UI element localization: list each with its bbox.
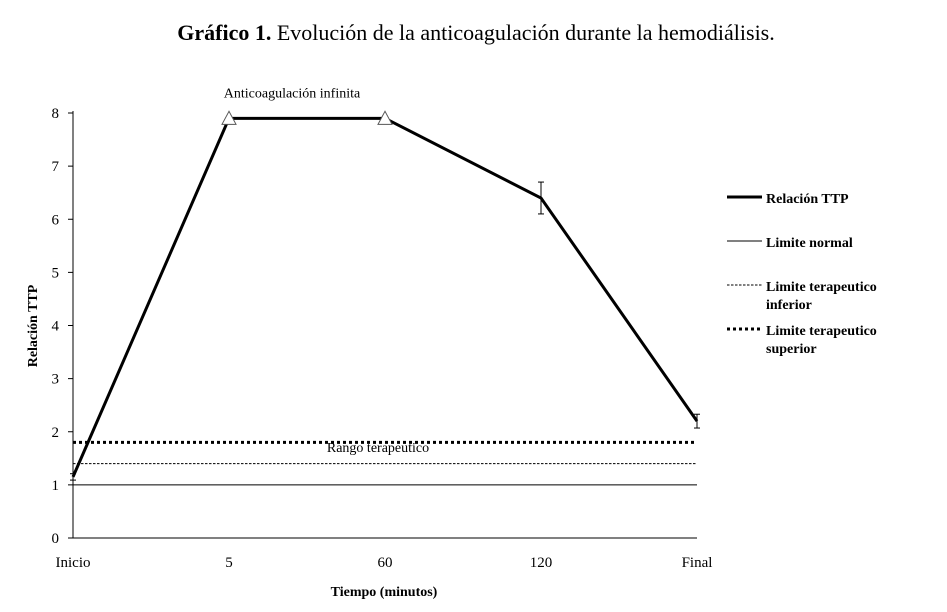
plot-area [52, 86, 713, 571]
x-tick-label: 60 [377, 555, 393, 571]
chart-title-text: Evolución de la anticoagulación durante la hemodiálisis. [271, 20, 775, 45]
annotation-label: Anticoagulación infinita [223, 86, 361, 102]
legend-label: Limite terapeutico [766, 324, 877, 339]
chart-title-bold: Gráfico 1. [177, 20, 272, 45]
legend-label: Limite terapeutico [766, 280, 877, 295]
legend-label: inferior [766, 298, 812, 313]
x-tick-label: Final [681, 555, 713, 571]
y-tick-label: 2 [51, 424, 59, 441]
y-tick-label: 1 [51, 477, 59, 494]
y-tick-label: 8 [51, 106, 59, 122]
y-tick-label: 5 [51, 265, 59, 282]
x-tick-label: 5 [225, 555, 233, 571]
y-tick-label: 3 [51, 371, 59, 388]
y-axis-title: Relación TTP [26, 284, 41, 368]
y-tick-label: 0 [51, 531, 59, 547]
series-line [73, 118, 697, 477]
annotation-label: Rango terapeutico [326, 441, 430, 456]
legend-label: Relación TTP [766, 192, 849, 207]
y-tick-label: 7 [51, 159, 59, 176]
x-tick-label: Inicio [55, 555, 91, 571]
x-axis-title: Tiempo (minutos) [330, 585, 438, 600]
chart-title [177, 20, 775, 45]
legend-label: superior [766, 342, 817, 357]
x-tick-label: 120 [529, 555, 553, 571]
y-tick-label: 6 [51, 212, 59, 229]
legend-label: Limite normal [766, 236, 853, 251]
y-tick-label: 4 [51, 318, 59, 335]
legend [727, 192, 877, 357]
